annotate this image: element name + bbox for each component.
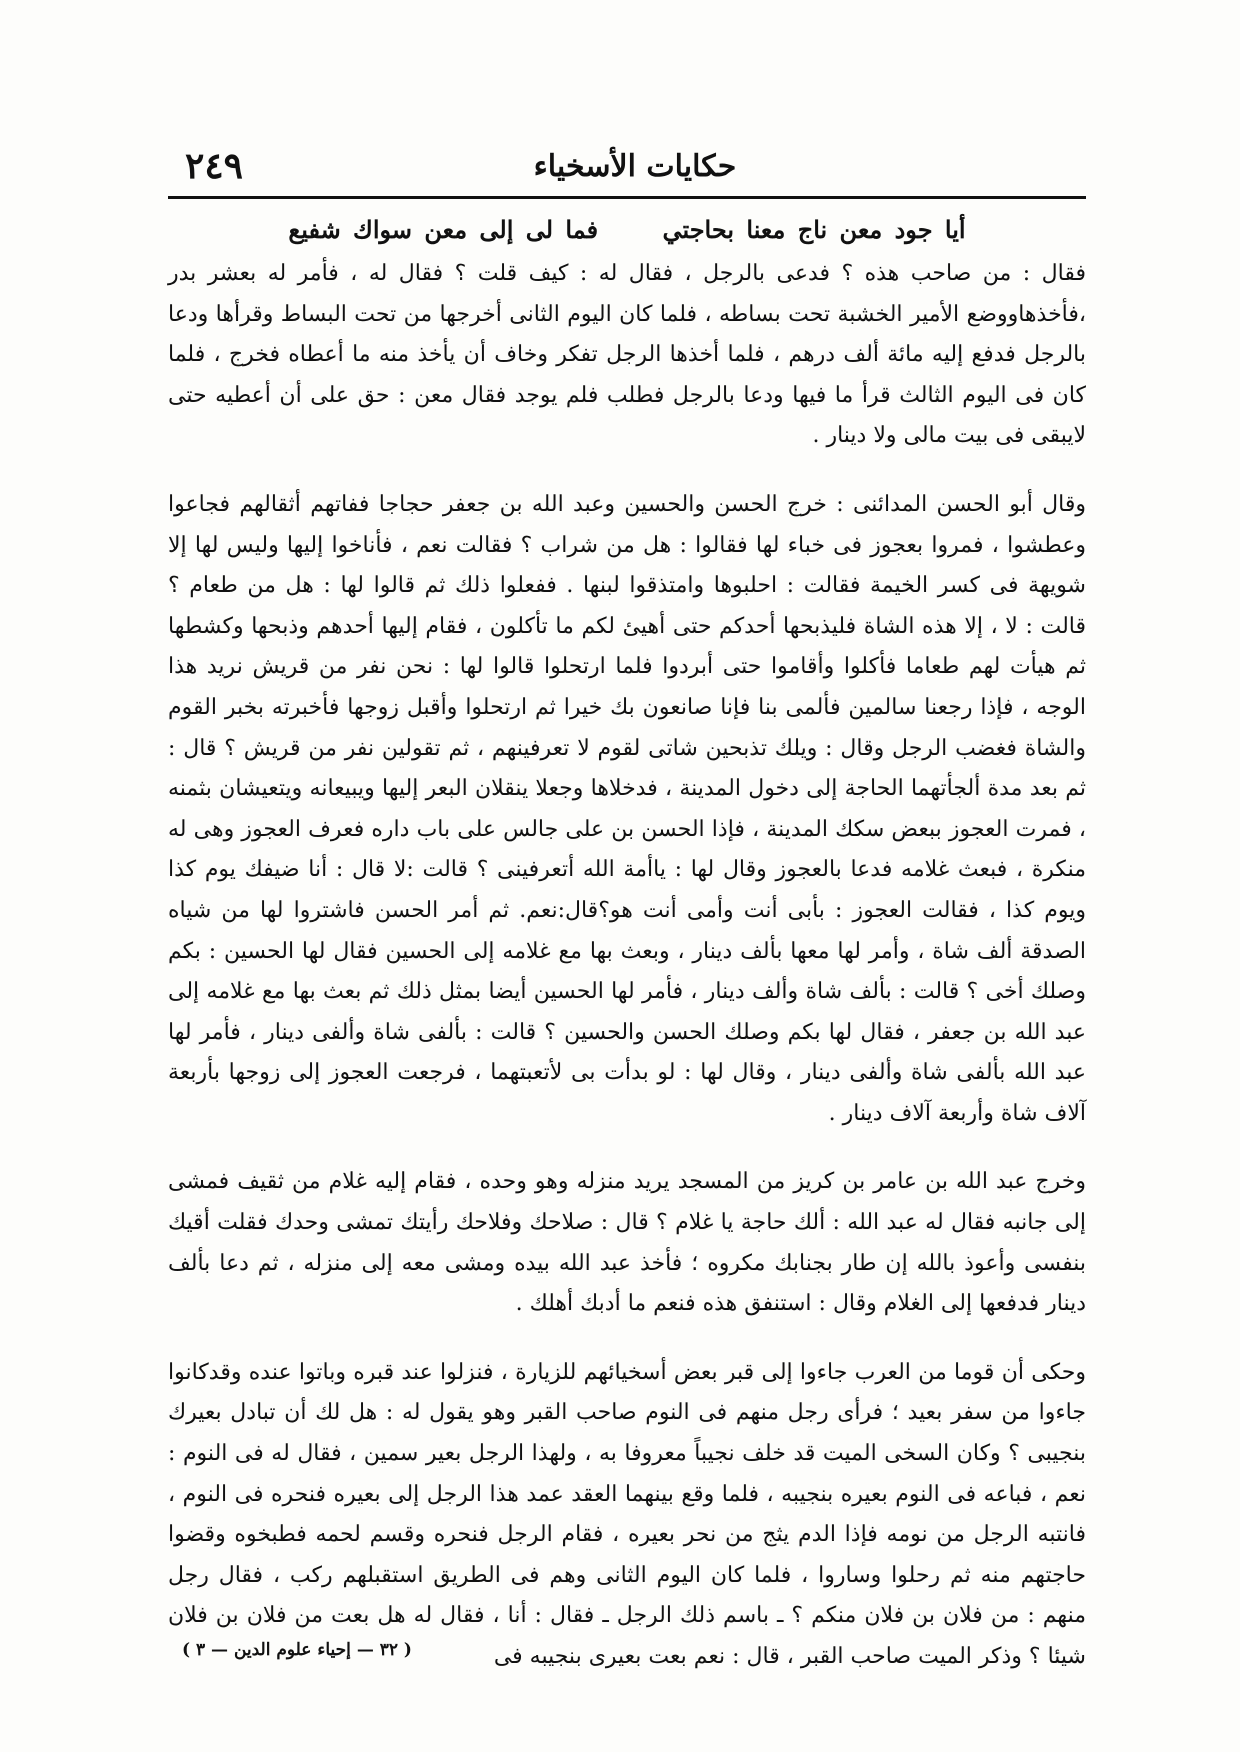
verse-first-hemistich: أيا جود معن ناج معنا بحاجتي — [662, 215, 966, 244]
paragraph: وقال أبو الحسن المدائنى : خرج الحسن والحسين وعبد الله بن جعفر حجاجا ففاتهم أثقالهم فجاعوا وعطشوا ، فمروا بعجوز فى خباء لها فقالوا : هل من شراب ؟ فقالت نعم ، فأناخوا إليها وليس لها إلا شويهة فى كسر الخيمة فقالت : احلبوها وامتذقوا لبنها . ففعلوا ذلك ثم قالوا لها : هل من طعام ؟ قالت : لا ، إلا هذه الشاة فليذبحها أحدكم حتى أهيئ لكم ما تأكلون ، فقام إليها أحدهم وذبحها وكشطها ثم هيأت لهم طعاما فأكلوا وأقاموا حتى أبردوا فلما ارتحلوا قالوا لها : نحن نفر من قريش نريد هذا الوجه ، فإذا رجعنا سالمين فألمى بنا فإنا صانعون بك خيرا ثم ارتحلوا وأقبل زوجها فأخبرته بخبر القوم والشاة فغضب الرجل وقال : ويلك تذبحين شاتى لقوم لا تعرفينهم ، ثم تقولين نفر من قريش ؟ قال : ثم بعد مدة ألجأتهما الحاجة إلى دخول المدينة ، فدخلاها وجعلا ينقلان البعر إليها ويبيعانه ويتعيشان بثمنه ، فمرت العجوز ببعض سكك المدينة ، فإذا الحسن بن على جالس على باب داره فعرف العجوز وهى له منكرة ، فبعث غلامه فدعا بالعجوز وقال لها : ياأمة الله أتعرفينى ؟ قالت :لا قال : أنا ضيفك يوم كذا ويوم كذا ، فقالت العجوز : بأبى أنت وأمى أنت هو؟قال:نعم. ثم أمر الحسن فاشتروا لها من شياه الصدقة ألف شاة ، وأمر لها معها بألف دينار ، وبعث بها مع غلامه إلى الحسين فقال لها الحسين : بكم وصلك أخى ؟ قالت : بألف شاة وألف دينار ، فأمر لها الحسين أيضا بمثل ذلك ثم بعث بها مع غلامه إلى عبد الله بن جعفر ، فقال لها بكم وصلك الحسن والحسين ؟ قالت : بألفى شاة وألفى دينار ، فأمر لها عبد الله بألفى شاة وألفى دينار ، وقال لها : لو بدأت بى لأتعبتهما ، فرجعت العجوز إلى زوجها بأربعة آلاف شاة وأربعة آلاف دينار . — [168, 491, 1086, 1126]
verse-line — [168, 208, 1086, 252]
page-number: ٢٤٩ — [185, 145, 244, 187]
paragraph: وحكى أن قوما من العرب جاءوا إلى قبر بعض أسخيائهم للزيارة ، فنزلوا عند قبره وباتوا عنده وقدكانوا جاءوا من سفر بعيد ؛ فرأى رجل منهم فى النوم صاحب القبر وهو يقول له : هل لك أن تبادل بعيرك بنجيبى ؟ وكان السخى الميت قد خلف نجيباً معروفا به ، ولهذا الرجل بعير سمين ، فقال له فى النوم : نعم ، فباعه فى النوم بعيره بنجيبه ، فلما وقع بينهما العقد عمد هذا الرجل إلى بعيره فنحره فى النوم ، فانتبه الرجل من نومه فإذا الدم يثج من نحر بعيره ، فقام الرجل فنحره وقسم لحمه فطبخوه وقضوا حاجتهم منه ثم رحلوا وساروا ، فلما كان اليوم الثانى وهم فى الطريق استقبلهم ركب ، فقال رجل منهم : من فلان بن فلان منكم ؟ ـ باسم ذلك الرجل ـ فقال : أنا ، فقال له هل بعت من فلان بن فلان شيئا ؟ وذكر الميت صاحب القبر ، قال : نعم بعت بعيرى بنجيبه فى — [168, 1359, 1086, 1669]
page-title: حكايات الأسخياء — [533, 149, 737, 184]
header-rule — [168, 196, 1086, 199]
paragraph: فقال : من صاحب هذه ؟ فدعى بالرجل ، فقال له : كيف قلت ؟ فقال له ، فأمر له بعشر بدر ،فأخذهاووضع الأمير الخشبة تحت بساطه ، فلما كان اليوم الثانى أخرجها من تحت البساط وقرأها ودعا بالرجل فدفع إليه مائة ألف درهم ، فلما أخذها الرجل تفكر وخاف أن يأخذ منه ما أعطاه فخرج ، فلما كان فى اليوم الثالث قرأ ما فيها ودعا بالرجل فطلب فلم يوجد فقال معن : حق على أن أعطيه حتى لايبقى فى بيت مالى ولا دينار . — [168, 261, 1086, 449]
page-body — [168, 208, 1086, 1678]
page-header — [185, 145, 1085, 193]
footer-signature: ( ٣٢ — إحياء علوم الدين — ٣ ) — [182, 1640, 412, 1660]
verse-second-hemistich: فما لى إلى معن سواك شفيع — [288, 215, 599, 244]
paragraph: وخرج عبد الله بن عامر بن كريز من المسجد يريد منزله وهو وحده ، فقام إليه غلام من ثقيف فمشى إلى جانبه فقال له عبد الله : ألك حاجة يا غلام ؟ قال : صلاحك وفلاحك رأيتك تمشى وحدك فقلت أقيك بنفسى وأعوذ بالله إن طار بجنابك مكروه ؛ فأخذ عبد الله بيده ومشى معه إلى منزله ، ثم دعا بألف دينار فدفعها إلى الغلام وقال : استنفق هذه فنعم ما أدبك أهلك . — [168, 1169, 1086, 1317]
